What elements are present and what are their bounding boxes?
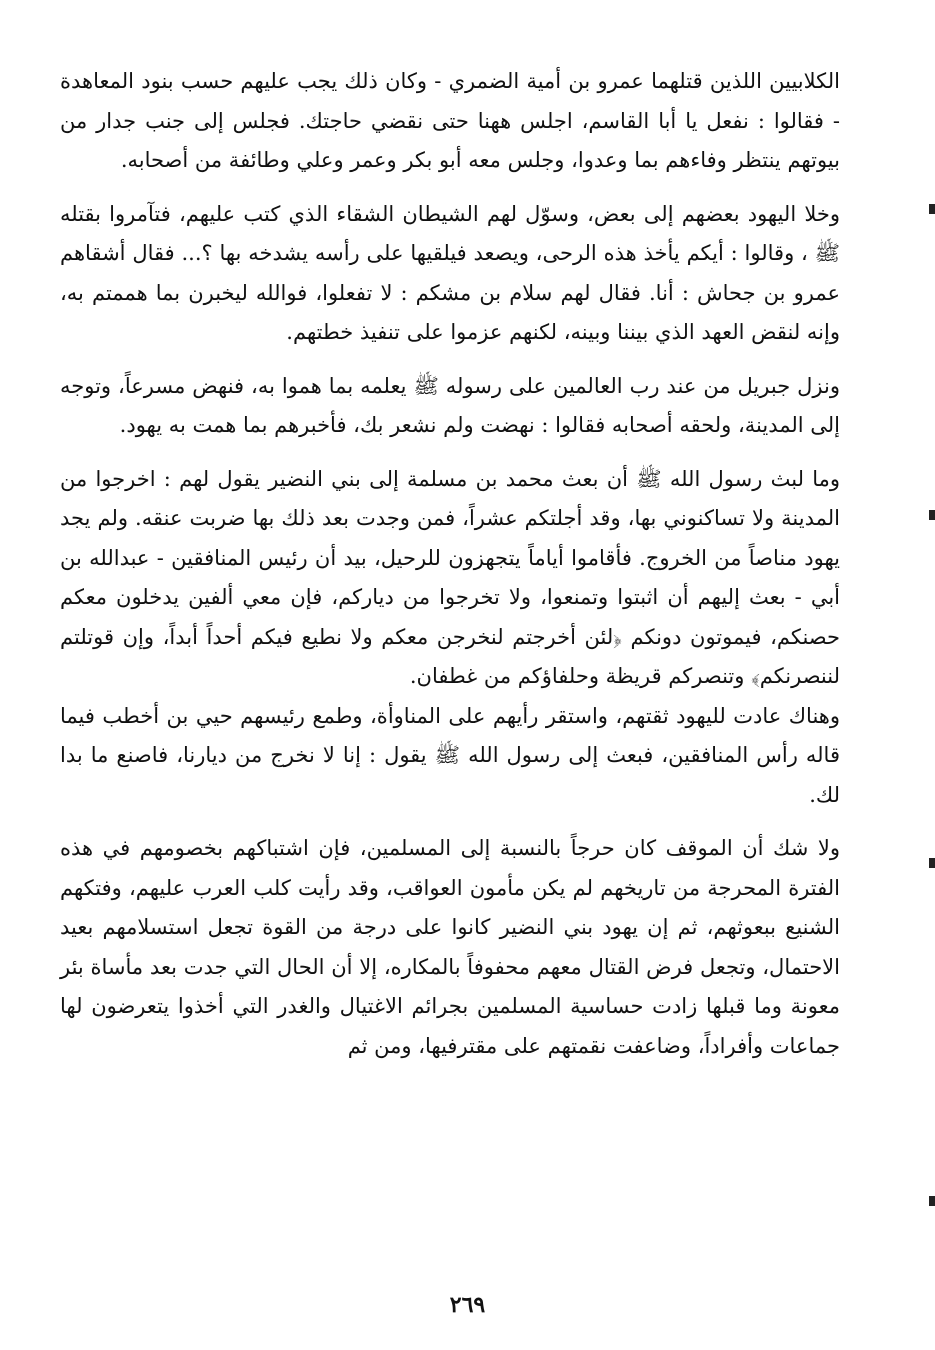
paragraph-3: ونزل جبريل من عند رب العالمين على رسوله ﷺ يعلمه بما هموا به، فنهض مسرعاً، وتوجه إلى المدينة، ولحقه أصحابه فقالوا : نهضت ولم نشعر بك، فأخبرهم بما همت به يهود. [60, 373, 840, 437]
paragraph-4: وما لبث رسول الله ﷺ أن بعث محمد بن مسلمة إلى بني النضير يقول لهم : اخرجوا من المدينة ولا تساكنوني بها، وقد أجلتكم عشراً، فمن وجدت بعد ذلك بها ضربت عنقه. ولم يجد يهود مناصاً من الخروج. فأقاموا أياماً يتجهزون للرحيل، بيد أن رئيس المنافقين - عبدالله بن أبي - بعث إليهم أن اثبتوا وتمنعوا، ولا تخرجوا من دياركم، فإن معي ألفين يدخلون معكم حصنكم، فيموتون دونكم ﴿لئن أخرجتم لنخرجن معكم ولا نطيع فيكم أحداً أبداً، وإن قوتلتم لننصرنكم﴾ وتنصركم قريظة وحلفاؤكم من غطفان. [60, 466, 840, 688]
margin-mark [929, 858, 935, 868]
paragraph-6: ولا شك أن الموقف كان حرجاً بالنسبة إلى المسلمين، فإن اشتباكهم بخصومهم في هذه الفترة المحرجة من تاريخهم لم يكن مأمون العواقب، وقد رأيت كلب العرب عليهم، وفتكهم الشنيع ببعوثهم، ثم إن يهود بني النضير كانوا على درجة من القوة تجعل استسلامهم بعيد الاحتمال، وتجعل فرض القتال معهم محفوفاً بالمكاره، إلا أن الحال التي جدت بعد مأساة بئر معونة وما قبلها زادت حساسية المسلمين بجرائم الاغتيال والغدر التي أخذوا يتعرضون لها جماعات وأفراداً، وضاعفت نقمتهم على مقترفيها، ومن ثم [60, 836, 840, 1058]
margin-mark [929, 204, 935, 214]
page-number: ٢٦٩ [449, 1292, 486, 1318]
paragraph-2: وخلا اليهود بعضهم إلى بعض، وسوّل لهم الشيطان الشقاء الذي كتب عليهم، فتآمروا بقتله ﷺ ، وقالوا : أيكم يأخذ هذه الرحى، ويصعد فيلقيها على رأسه يشدخه بها ؟... فقال أشقاهم عمرو بن جحاش : أنا. فقال لهم سلام بن مشكم : لا تفعلوا، فوالله ليخبرن بما هممتم به، وإنه لنقض العهد الذي بيننا وبينه، لكنهم عزموا على تنفيذ خطتهم. [60, 201, 840, 344]
page-body [60, 62, 840, 1066]
margin-mark [929, 510, 935, 520]
paragraph-5: وهناك عادت لليهود ثقتهم، واستقر رأيهم على المناوأة، وطمع رئيسهم حيي بن أخطب فيما قاله رأس المنافقين، فبعث إلى رسول الله ﷺ يقول : إنا لا نخرج من ديارنا، فاصنع ما بدا لك. [60, 703, 840, 807]
paragraph-1: الكلابيين اللذين قتلهما عمرو بن أمية الضمري - وكان ذلك يجب عليهم حسب بنود المعاهدة - فقالوا : نفعل يا أبا القاسم، اجلس ههنا حتى نقضي حاجتك. فجلس إلى جنب جدار من بيوتهم ينتظر وفاءهم بما وعدوا، وجلس معه أبو بكر وعمر وعلي وطائفة من أصحابه. [60, 69, 840, 172]
margin-mark [929, 1196, 935, 1206]
